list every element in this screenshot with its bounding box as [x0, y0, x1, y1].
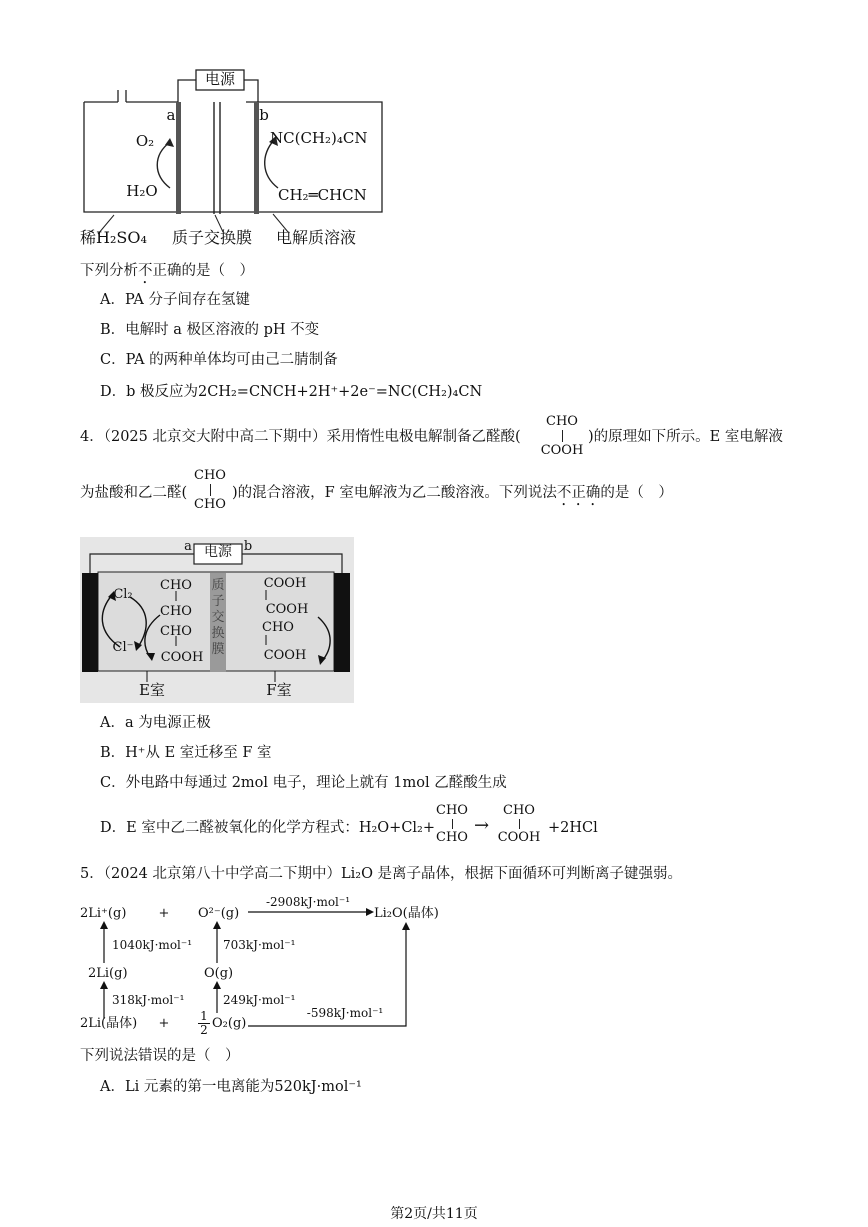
- cycle-e-o-2: 249kJ·mol⁻¹: [223, 993, 296, 1007]
- right-bot-1: CHO: [262, 620, 294, 635]
- cycle-li-gas: 2Li(g): [88, 966, 128, 981]
- product-label: NC(CH₂)₄CN: [270, 129, 368, 147]
- cycle-plus-2: +: [158, 1016, 170, 1031]
- cycle-formation-enthalpy: -598kJ·mol⁻¹: [306, 1006, 384, 1020]
- left-electrode: [82, 573, 98, 672]
- left-bot-2: COOH: [160, 650, 204, 665]
- proton-membrane-label: 质子交换膜: [172, 228, 253, 247]
- cycle-o-gas: O(g): [204, 966, 234, 981]
- cycle-lattice-energy: -2908kJ·mol⁻¹: [265, 895, 351, 909]
- q5-prompt: 下列说法错误的是（ ）: [80, 1048, 240, 1064]
- membrane-label: 质子交换膜: [211, 578, 225, 657]
- left-top-2: CHO: [160, 604, 192, 619]
- power-source-label: 电源: [204, 70, 235, 88]
- cl-minus-label: Cl⁻: [112, 640, 134, 655]
- q4-option-d-pre[interactable]: D．E 室中乙二醛被氧化的化学方程式：H₂O+Cl₂+: [100, 820, 436, 836]
- q3-option-c[interactable]: C．PA 的两种单体均可由己二腈制备: [100, 352, 338, 368]
- q3-prompt: 下列分析不正确的是（ ）: [80, 263, 254, 279]
- q5-intro: 5．（2024 北京第八十中学高二下期中）Li₂O 是离子晶体，根据下面循环可判断离子键强弱。: [80, 866, 683, 882]
- q4-option-d-post: +2HCl: [548, 820, 598, 836]
- room-e-label: E室: [139, 681, 165, 699]
- reaction-arrow: →: [474, 815, 490, 836]
- h2o-label: H₂O: [126, 182, 158, 200]
- diagram2-power-label: 电源: [204, 544, 232, 560]
- right-top-1: COOH: [263, 576, 307, 591]
- room-f-label: F室: [266, 681, 292, 699]
- cycle-e-li-1: 1040kJ·mol⁻¹: [112, 938, 193, 952]
- electrolyte-label: 电解质溶液: [276, 228, 357, 247]
- glyoxylic-acid-structure: CHO COOH: [540, 414, 584, 458]
- q3-option-a[interactable]: A．PA 分子间存在氢键: [100, 292, 250, 308]
- right-electrode: [334, 573, 350, 672]
- right-bot-2: COOH: [263, 648, 307, 663]
- q4-option-c[interactable]: C．外电路中每通过 2mol 电子，理论上就有 1mol 乙醛酸生成: [100, 775, 507, 791]
- cl2-label: Cl₂: [113, 587, 133, 602]
- cycle-o2-gas: O₂(g): [212, 1016, 247, 1031]
- glyoxal-structure: CHO CHO: [194, 468, 226, 512]
- cycle-li2o: Li₂O(晶体): [374, 906, 439, 921]
- q4-option-b[interactable]: B．H⁺从 E 室迁移至 F 室: [100, 745, 272, 761]
- cycle-e-o-1: 703kJ·mol⁻¹: [223, 938, 296, 952]
- q3-option-d[interactable]: D．b 极反应为2CH₂=CNCH+2H⁺+2e⁻=NC(CH₂)₄CN: [100, 384, 483, 400]
- cycle-plus-1: +: [158, 906, 170, 921]
- q4-d-product: CHO COOH: [497, 803, 541, 845]
- reactant-label: CH₂═CHCN: [278, 186, 367, 204]
- q4-line2-post: )的混合溶液，F 室电解液为乙二酸溶液。下列说法不正确的是（ ）: [232, 485, 673, 501]
- q3-option-b[interactable]: B．电解时 a 极区溶液的 pH 不变: [100, 322, 320, 338]
- left-top-1: CHO: [160, 578, 192, 593]
- cycle-e-li-2: 318kJ·mol⁻¹: [112, 993, 185, 1007]
- cycle-o-ion: O²⁻(g): [198, 906, 240, 921]
- diagram2-b: b: [243, 539, 253, 554]
- electrode-b-label: b: [259, 106, 269, 124]
- emphasis-not: 不: [138, 263, 153, 279]
- q4-option-a[interactable]: A．a 为电源正极: [100, 715, 211, 731]
- cycle-li-solid: 2Li(晶体): [80, 1016, 138, 1031]
- q5-option-a[interactable]: A．Li 元素的第一电离能为520kJ·mol⁻¹: [100, 1079, 362, 1095]
- emphasis-incorrect: 不正确: [556, 485, 601, 501]
- electrode-a-label: a: [166, 106, 176, 124]
- dilute-sulfuric-acid-label: 稀H₂SO₄: [80, 228, 147, 247]
- electrolysis-diagram-1: [78, 60, 398, 255]
- left-bot-1: CHO: [160, 624, 192, 639]
- o2-label: O₂: [135, 132, 155, 150]
- q4-line1-post: )的原理如下所示。E 室电解液: [588, 429, 783, 445]
- q4-line2-pre: 为盐酸和乙二醛(: [80, 485, 188, 501]
- right-top-2: COOH: [265, 602, 309, 617]
- q4-line1-pre: 4．（2025 北京交大附中高二下期中）采用惰性电极电解制备乙醛酸(: [80, 429, 521, 445]
- cycle-li-ion: 2Li⁺(g): [80, 906, 127, 921]
- cycle-half-fraction: 1 2: [198, 1010, 210, 1037]
- page-number: 第2页/共11页: [390, 1206, 478, 1222]
- diagram2-a: a: [184, 539, 192, 554]
- q4-d-reactant: CHO CHO: [436, 803, 468, 845]
